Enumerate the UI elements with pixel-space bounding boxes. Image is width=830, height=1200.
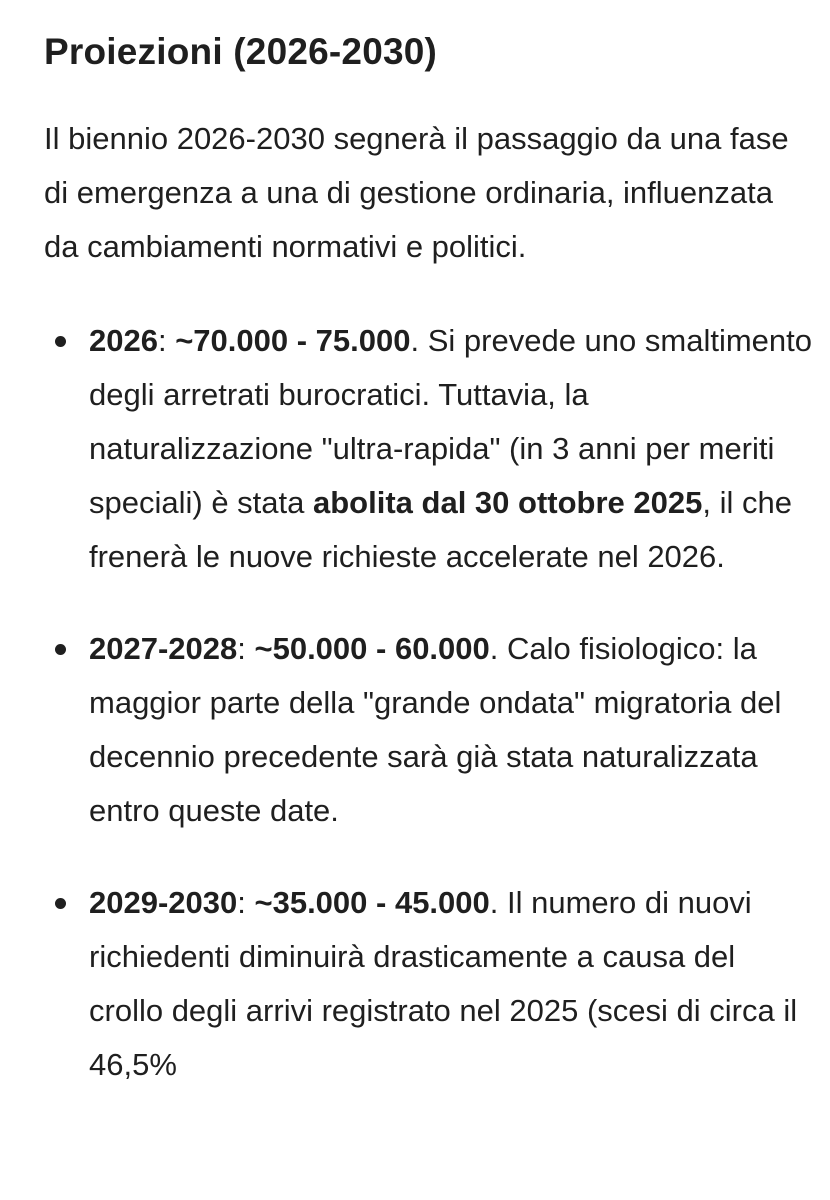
bullet-dot-icon [55, 644, 66, 655]
item-range: ~50.000 - 60.000 [254, 631, 490, 666]
section-title: Proiezioni (2026-2030) [44, 31, 438, 72]
list-item-2026 [44, 314, 814, 584]
list-item-2029-2030 [44, 876, 814, 1092]
item-separator: : [237, 885, 255, 920]
item-separator: : [157, 323, 176, 358]
bullet-dot-icon [55, 336, 66, 347]
item-range: ~70.000 - 75.000 [175, 323, 411, 358]
item-year: 2027-2028 [89, 631, 238, 666]
intro-paragraph: Il biennio 2026-2030 segnerà il passaggio da una fase di emergenza a una di gestione ordinaria, influenzata da cambiamenti normativi e politici. [44, 121, 789, 264]
item-year: 2026 [89, 323, 158, 358]
item-text: . Il numero di nuovi richiedenti diminuirà drasticamente a causa del crollo degli arrivi registrato nel 2025 (scesi di circa il 46,5% [89, 885, 798, 1082]
bullet-dot-icon [55, 898, 66, 909]
document-content [44, 22, 814, 1130]
list-item-2027-2028 [44, 622, 814, 838]
item-year: 2029-2030 [89, 885, 238, 920]
item-text: . Si prevede uno smaltimento degli arretrati burocratici. Tuttavia, la naturalizzazione "ultra-rapida" (in 3 anni per meriti speciali) è stata [89, 323, 812, 520]
item-text: . Calo fisiologico: la maggior parte della "grande ondata" migratoria del decennio precedente sarà già stata naturalizzata entro queste date. [89, 631, 782, 828]
item-separator: : [237, 631, 255, 666]
item-range: ~35.000 - 45.000 [254, 885, 490, 920]
projection-list [44, 314, 814, 1092]
item-emphasis: abolita dal 30 ottobre 2025 [313, 485, 703, 520]
item-text-end: , il che frenerà le nuove richieste accelerate nel 2026. [89, 485, 792, 574]
